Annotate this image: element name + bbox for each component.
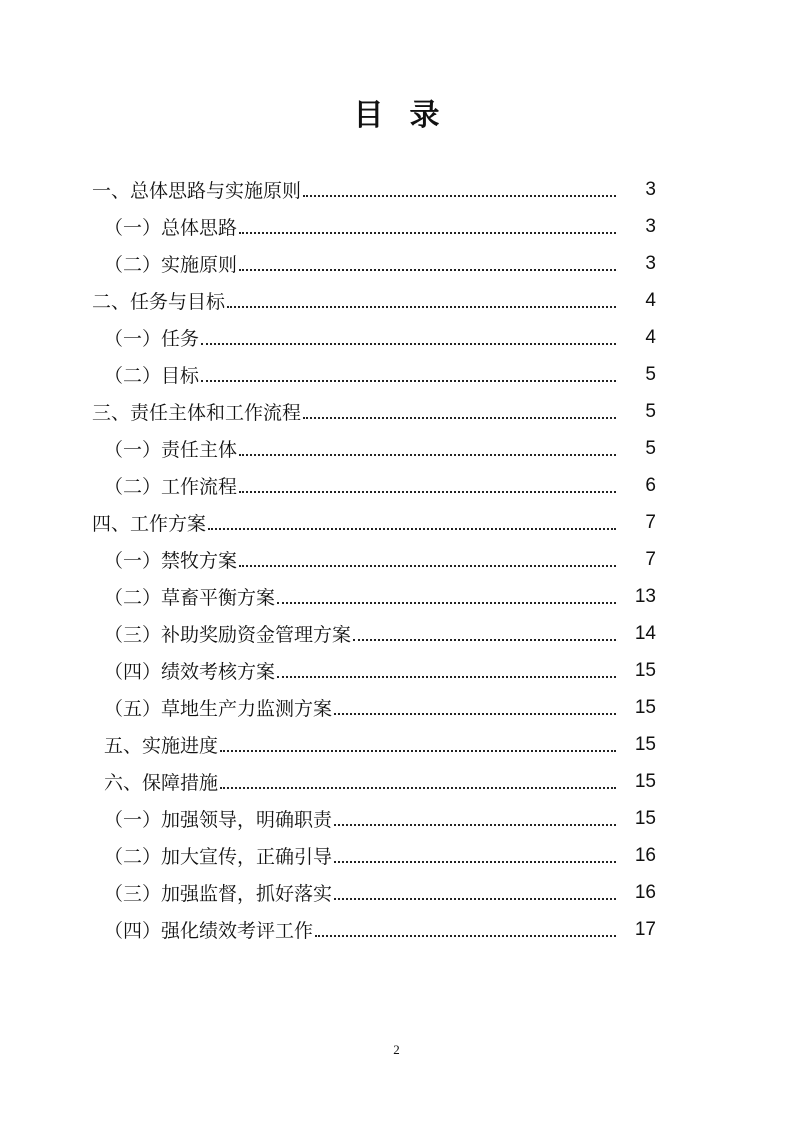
toc-entry-page: 15 [634, 696, 656, 718]
toc-entry-page: 5 [645, 400, 656, 422]
toc-entry-page: 15 [634, 807, 656, 829]
toc-entry [0, 874, 793, 911]
toc-entry-page: 3 [645, 252, 656, 274]
dot-leader [277, 602, 616, 604]
toc-entry-label: （四）绩效考核方案 [104, 661, 276, 683]
toc-entry-page: 6 [645, 474, 656, 496]
dot-leader [315, 935, 616, 937]
toc-entry-page: 7 [645, 511, 656, 533]
toc-entry-label: 四、工作方案 [92, 513, 207, 535]
toc-entry-label: 一、总体思路与实施原则 [92, 180, 302, 202]
dot-leader [334, 824, 616, 826]
dot-leader [239, 454, 616, 456]
dot-leader [334, 713, 616, 715]
toc-entry [0, 763, 793, 800]
toc-entry-label: （二）加大宣传，正确引导 [104, 846, 333, 868]
dot-leader [220, 787, 616, 789]
toc-entry-label: 二、任务与目标 [92, 291, 226, 313]
dot-leader [303, 195, 616, 197]
toc-entry [0, 615, 793, 652]
dot-leader [201, 343, 616, 345]
dot-leader [208, 528, 616, 530]
toc-entry-page: 3 [645, 178, 656, 200]
toc-entry [0, 208, 793, 245]
toc-entry-label: （五）草地生产力监测方案 [104, 698, 333, 720]
toc-entry [0, 393, 793, 430]
dot-leader [239, 232, 616, 234]
dot-leader [334, 861, 616, 863]
toc-entry-label: （二）实施原则 [104, 254, 238, 276]
toc-entry-page: 15 [634, 733, 656, 755]
toc-entry-page: 13 [634, 585, 656, 607]
toc-entry-label: （一）禁牧方案 [104, 550, 238, 572]
toc-entry-label: （四）强化绩效考评工作 [104, 920, 314, 942]
toc-entry [0, 245, 793, 282]
toc-entry-page: 15 [634, 770, 656, 792]
dot-leader [201, 380, 616, 382]
toc-entry-label: （三）加强监督，抓好落实 [104, 883, 333, 905]
toc-entry [0, 578, 793, 615]
dot-leader [220, 750, 616, 752]
toc-entry-page: 5 [645, 363, 656, 385]
toc-entry-page: 16 [634, 844, 656, 866]
toc-entry [0, 800, 793, 837]
dot-leader [239, 565, 616, 567]
toc-entry-label: （一）加强领导，明确职责 [104, 809, 333, 831]
toc-entry [0, 282, 793, 319]
dot-leader [353, 639, 616, 641]
toc-entry [0, 541, 793, 578]
toc-entry-label: （一）责任主体 [104, 439, 238, 461]
toc-entry [0, 430, 793, 467]
page-number: 2 [393, 1042, 400, 1057]
toc-entry [0, 652, 793, 689]
toc-entry-page: 5 [645, 437, 656, 459]
toc-entry-label: （二）草畜平衡方案 [104, 587, 276, 609]
toc-entry [0, 504, 793, 541]
toc-entry [0, 356, 793, 393]
toc-entry-page: 4 [645, 326, 656, 348]
table-of-contents [0, 171, 793, 948]
dot-leader [239, 491, 616, 493]
dot-leader [334, 898, 616, 900]
toc-entry-label: 六、保障措施 [104, 772, 219, 794]
toc-entry [0, 319, 793, 356]
toc-entry [0, 726, 793, 763]
toc-entry-label: 五、实施进度 [104, 735, 219, 757]
toc-entry-label: （二）工作流程 [104, 476, 238, 498]
toc-entry-label: 三、责任主体和工作流程 [92, 402, 302, 424]
dot-leader [239, 269, 616, 271]
page-title: 目录 [353, 98, 466, 133]
dot-leader [227, 306, 616, 308]
toc-entry [0, 837, 793, 874]
toc-entry [0, 171, 793, 208]
toc-entry-page: 7 [645, 548, 656, 570]
toc-entry-page: 17 [634, 918, 656, 940]
toc-entry-page: 16 [634, 881, 656, 903]
toc-entry-label: （二）目标 [104, 365, 200, 387]
toc-entry-label: （一）总体思路 [104, 217, 238, 239]
toc-entry-page: 14 [634, 622, 656, 644]
toc-entry [0, 467, 793, 504]
dot-leader [303, 417, 616, 419]
toc-entry-page: 3 [645, 215, 656, 237]
dot-leader [277, 676, 616, 678]
toc-entry [0, 911, 793, 948]
toc-entry-page: 4 [645, 289, 656, 311]
toc-entry-page: 15 [634, 659, 656, 681]
toc-entry-label: （三）补助奖励资金管理方案 [104, 624, 352, 646]
toc-entry [0, 689, 793, 726]
toc-entry-label: （一）任务 [104, 328, 200, 350]
